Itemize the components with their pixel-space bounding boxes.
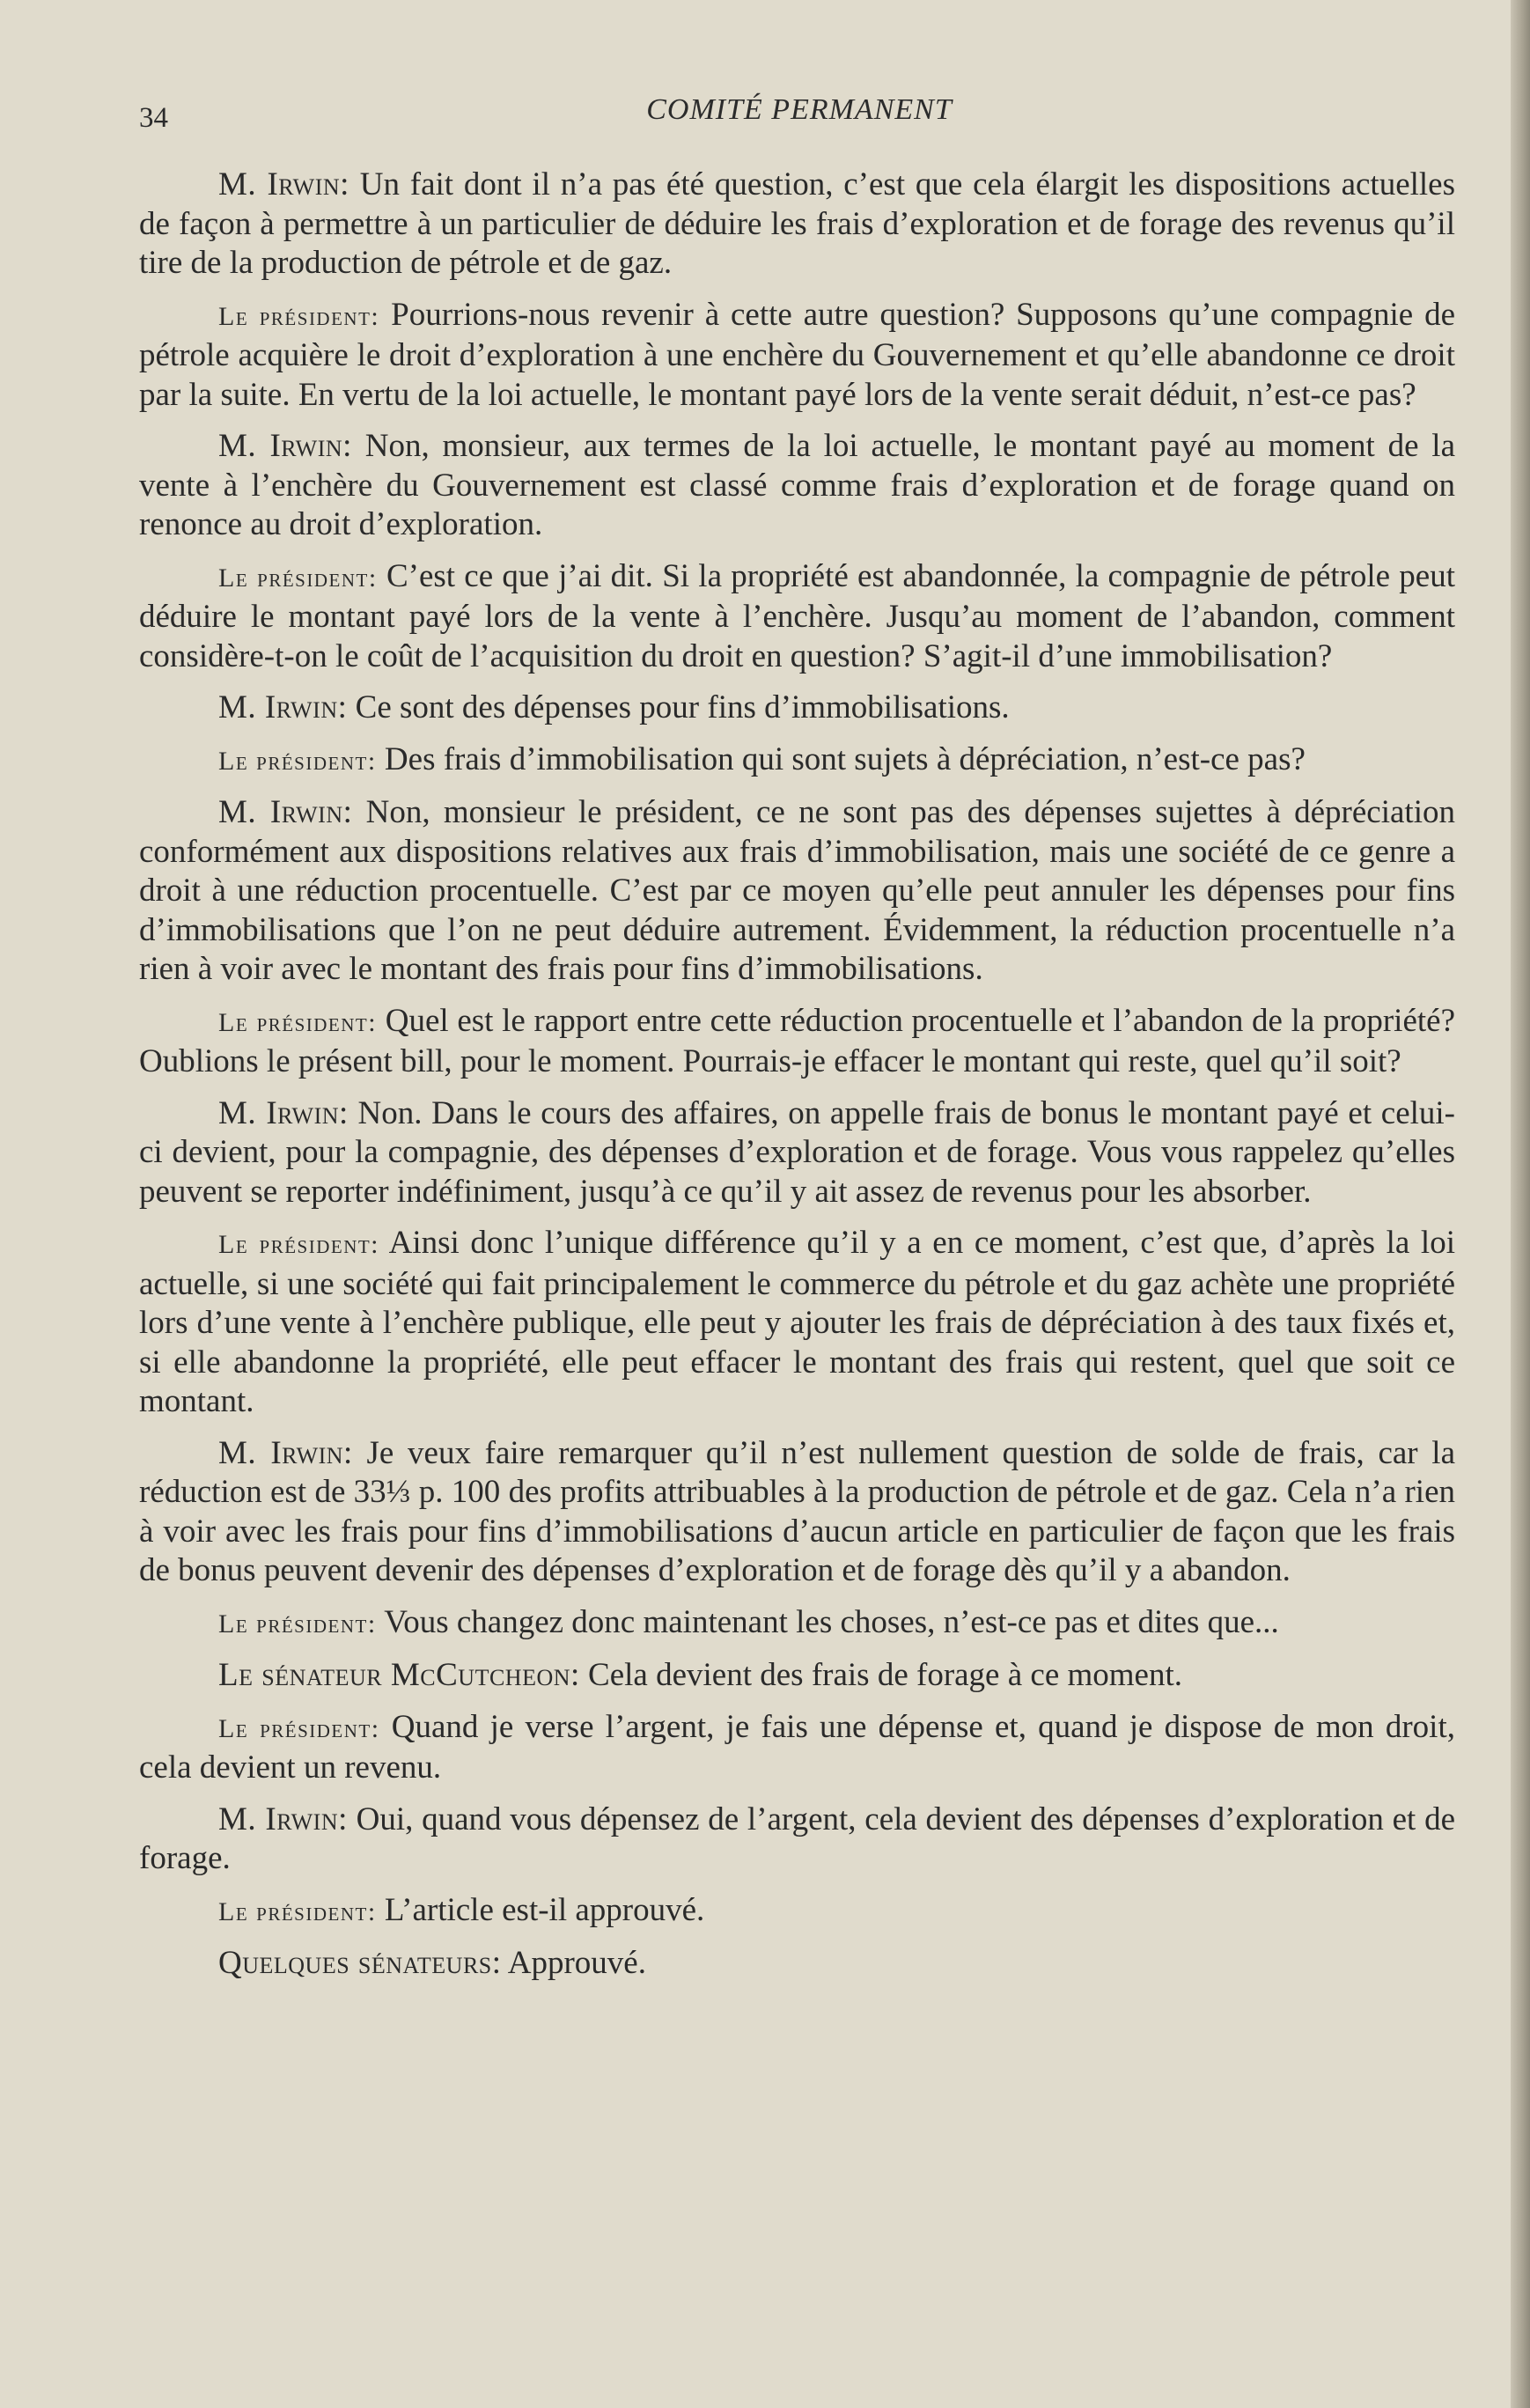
speaker-label: Le président: [218, 563, 378, 593]
speaker-label: Le président: [218, 1230, 380, 1259]
paragraph-text: Approuvé. [507, 1945, 646, 1981]
paragraph [139, 1891, 1455, 1933]
paragraph-text: Cela devient des frais de forage à ce moment. [588, 1657, 1183, 1693]
paragraph [139, 1224, 1455, 1422]
speaker-label: Le sénateur McCutcheon: [218, 1657, 580, 1693]
page-edge-shadow [1511, 0, 1530, 2408]
paragraph [139, 166, 1455, 284]
paragraph [139, 1708, 1455, 1788]
page-header [139, 93, 1460, 137]
body-text [139, 166, 1455, 1996]
speaker-label: M. Irwin: [218, 794, 353, 830]
paragraph-text: Ce sont des dépenses pour fins d’immobilisations. [355, 689, 1010, 725]
running-head: COMITÉ PERMANENT [646, 93, 953, 126]
paragraph-text: Non, monsieur, aux termes de la loi actuelle, le montant payé au moment de la vente à l’enchère du Gouvernement est classé comme frais d’exploration et de forage quand on renonce au droit d’exploration. [139, 428, 1456, 542]
paragraph-text: Des frais d’immobilisation qui sont sujets à dépréciation, n’est-ce pas? [384, 740, 1306, 777]
paragraph [139, 1800, 1455, 1879]
paragraph-text: C’est ce que j’ai dit. Si la propriété est abandonnée, la compagnie de pétrole peut déduire le montant payé lors de la vente à l’enchère. Jusqu’au moment de l’abandon, comment considère-t-on le coût de l’acquisition du droit en question? S’agit-il d’une immobilisation? [139, 557, 1455, 674]
paragraph [139, 1656, 1455, 1696]
paragraph [139, 689, 1455, 728]
paragraph [139, 793, 1455, 990]
paragraph [139, 740, 1455, 782]
page-number: 34 [139, 102, 168, 134]
speaker-label: M. Irwin: [218, 1434, 353, 1471]
paragraph-text: Quel est le rapport entre cette réduction procentuelle et l’abandon de la propriété? Oublions le présent bill, pour le moment. Pourrais-je effacer le montant qui reste, quel qu’il soit? [139, 1002, 1455, 1079]
speaker-label: Le président: [218, 301, 380, 331]
speaker-label: Le président: [218, 1007, 378, 1037]
paragraph-text: L’article est-il approuvé. [384, 1891, 705, 1928]
paragraph [139, 1002, 1455, 1082]
paragraph [139, 296, 1455, 416]
paragraph [139, 1603, 1455, 1645]
paragraph-text: Vous changez donc maintenant les choses, n’est-ce pas et dites que... [384, 1603, 1279, 1640]
speaker-label: M. Irwin: [218, 428, 352, 464]
paragraph-text: Ainsi donc l’unique différence qu’il y a en ce moment, c’est que, d’après la loi actuelle, si une société qui fait principalement le commerce du pétrole et du gaz achète une propriété lors d’une vente à l’enchère publique, elle peut y ajouter les frais de dépréciation à des taux fixés et, si elle abandonne la propriété, elle peut effacer le montant des frais qui restent, quel que soit ce montant. [139, 1225, 1455, 1419]
paragraph-text: Quand je verse l’argent, je fais une dépense et, quand je dispose de mon droit, cela devient un revenu. [139, 1708, 1455, 1786]
paragraph [139, 557, 1455, 677]
paragraph-text: Un fait dont il n’a pas été question, c’est que cela élargit les dispositions actuelles de façon à permettre à un particulier de déduire les frais d’exploration et de forage des revenus qu’il tire de la production de pétrole et de gaz. [139, 166, 1456, 281]
speaker-label: Quelques sénateurs: [218, 1945, 502, 1981]
speaker-label: M. Irwin: [218, 166, 349, 203]
paragraph [139, 1944, 1455, 1984]
paragraph-text: Oui, quand vous dépensez de l’argent, cela devient des dépenses d’exploration et de forage. [139, 1800, 1456, 1876]
speaker-label: M. Irwin: [218, 1094, 349, 1131]
paragraph [139, 1434, 1455, 1591]
speaker-label: Le président: [218, 1896, 377, 1926]
paragraph-text: Pourrions-nous revenir à cette autre question? Supposons qu’une compagnie de pétrole acquière le droit d’exploration à une enchère du Gouvernement et qu’elle abandonne ce droit par la suite. En vertu de la loi actuelle, le montant payé lors de la vente serait déduit, n’est-ce pas? [139, 296, 1455, 413]
paragraph-text: Non, monsieur le président, ce ne sont pas des dépenses sujettes à dépréciation conformément aux dispositions relatives aux frais d’immobilisation, mais une société de ce genre a droit à une réduction procentuelle. C’est par ce moyen qu’elle peut annuler les dépenses pour fins d’immobilisations que l’on ne peut déduire autrement. Évidemment, la réduction procentuelle n’a rien à voir avec le montant des frais pour fins d’immobilisations. [139, 794, 1455, 987]
paragraph [139, 1094, 1455, 1212]
paragraph-text: Non. Dans le cours des affaires, on appelle frais de bonus le montant payé et celui-ci devient, pour la compagnie, des dépenses d’exploration et de forage. Vous vous rappelez qu’elles peuvent se reporter indéfiniment, jusqu’à ce qu’il y ait assez de revenus pour les absorber. [139, 1094, 1455, 1210]
speaker-label: Le président: [218, 1609, 377, 1638]
speaker-label: Le président: [218, 1713, 380, 1743]
paragraph-text: Je veux faire remarquer qu’il n’est nullement question de solde de frais, car la réduction est de 33⅓ p. 100 des profits attribuables à la production de pétrole et de gaz. Cela n’a rien à voir avec les frais pour fins d’immobilisations d’aucun article en particulier de façon que les frais de bonus peuvent devenir des dépenses d’exploration et de forage dès qu’il y a abandon. [139, 1434, 1455, 1588]
paragraph [139, 427, 1455, 545]
speaker-label: Le président: [218, 746, 377, 776]
speaker-label: M. Irwin: [218, 1800, 348, 1837]
speaker-label: M. Irwin: [218, 689, 348, 725]
